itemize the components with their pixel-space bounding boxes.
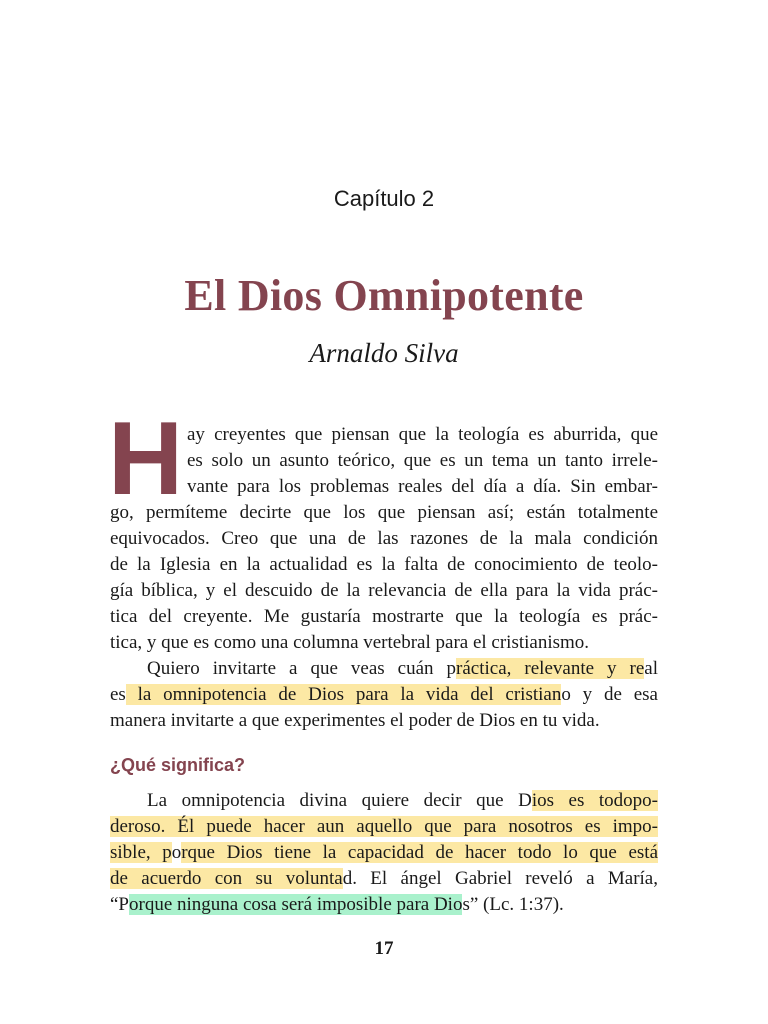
text-line (110, 892, 658, 918)
yellow-highlight[interactable]: la omnipotencia de Dios para la vida del cristian (125, 684, 562, 705)
text-run: o (171, 842, 182, 863)
text-run: o y de esa (561, 684, 658, 705)
text-line (110, 814, 658, 840)
green-highlight[interactable]: orque ninguna cosa será imposible para Dio (129, 894, 463, 915)
text-line: es solo un asunto teórico, que es un tema un tanto irrele- (187, 450, 658, 471)
text-line: ay creyentes que piensan que la teología es aburrida, que (187, 424, 658, 445)
text-line: gía bíblica, y el descuido de la relevancia de ella para la vida prác- (110, 580, 658, 601)
yellow-highlight[interactable]: rque Dios tiene la capacidad de hacer todo lo que está (181, 842, 658, 863)
text-line (110, 656, 658, 682)
third-paragraph (110, 788, 658, 918)
text-line (110, 682, 658, 708)
text-run: “P (110, 894, 129, 915)
text-run: es (110, 684, 126, 705)
text-line: manera invitarte a que experimentes el poder de Dios en tu vida. (110, 710, 600, 731)
text-line (110, 866, 658, 892)
chapter-label: Capítulo 2 (333, 186, 435, 211)
text-line: equivocados. Creo que una de las razones de la mala condición (110, 528, 658, 549)
text-line: go, permíteme decirte que los que piensan así; están totalmente (110, 502, 658, 523)
yellow-highlight[interactable]: de acuerdo con su volunta (110, 868, 343, 889)
text-run: d. El ángel Gabriel reveló a María, (342, 868, 658, 889)
text-line: tica, y que es como una columna vertebral para el cristianismo. (110, 632, 590, 653)
intro-paragraph (110, 422, 658, 656)
section-heading: ¿Qué significa? (110, 755, 246, 775)
page-number: 17 (374, 938, 394, 959)
drop-cap: H (108, 401, 184, 517)
yellow-highlight[interactable]: sible, p (110, 842, 172, 863)
yellow-highlight[interactable]: deroso. Él puede hacer aun aquello que para nosotros es impo- (110, 816, 658, 837)
text-run: s” (Lc. 1:37). (462, 894, 564, 915)
author-name: Arnaldo Silva (309, 338, 459, 368)
yellow-highlight[interactable]: ráctica, relevante y re (456, 658, 645, 679)
text-line (110, 840, 658, 866)
yellow-highlight[interactable]: ios es todopo- (531, 790, 659, 811)
text-line: de la Iglesia en la actualidad es la falta de conocimiento de teolo- (110, 554, 658, 575)
text-run: al (644, 658, 658, 679)
text-run: La omnipotencia divina quiere decir que D (147, 790, 532, 811)
text-line (110, 788, 658, 814)
text-run: Quiero invitarte a que veas cuán p (147, 658, 457, 679)
text-line: vante para los problemas reales del día a día. Sin embar- (187, 476, 658, 497)
chapter-title: El Dios Omnipotente (184, 271, 584, 320)
text-line: tica del creyente. Me gustaría mostrarte que la teología es prác- (110, 606, 658, 627)
second-paragraph (110, 656, 658, 734)
